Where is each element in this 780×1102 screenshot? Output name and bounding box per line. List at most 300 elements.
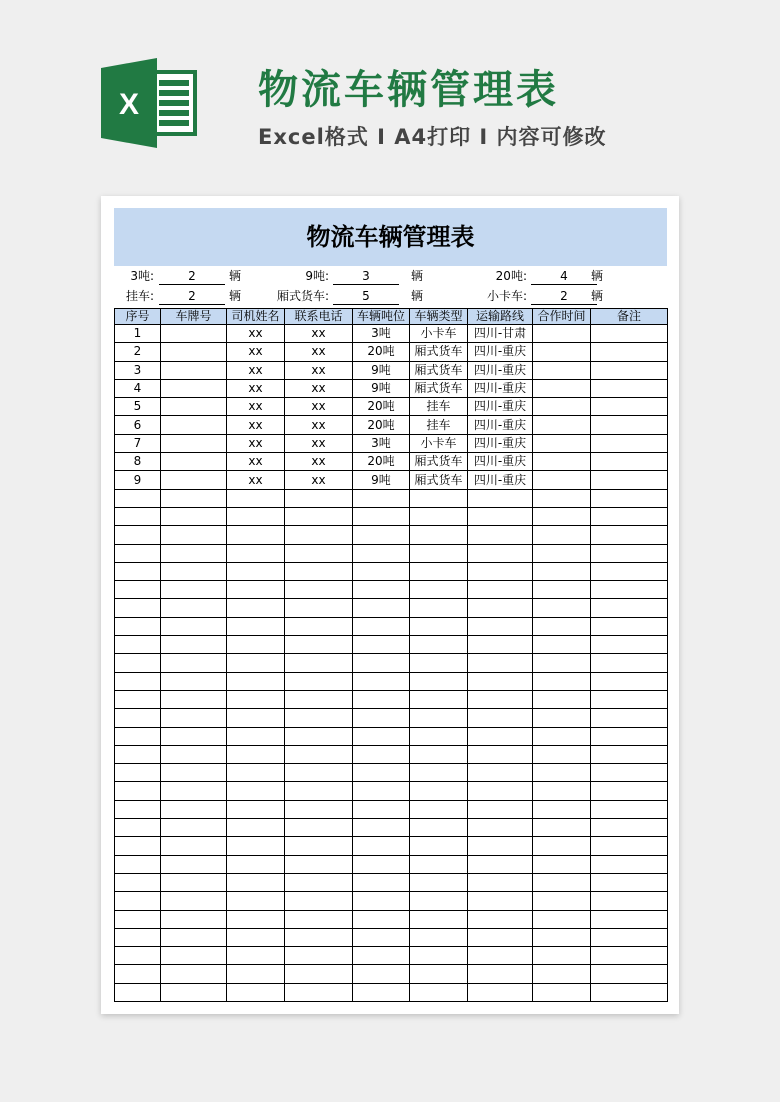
table-cell[interactable]	[227, 489, 285, 507]
table-cell[interactable]	[410, 764, 468, 782]
table-cell[interactable]	[410, 544, 468, 562]
table-cell[interactable]: xx	[227, 416, 285, 434]
table-cell[interactable]: 小卡车	[410, 325, 468, 343]
table-cell[interactable]	[227, 544, 285, 562]
table-cell[interactable]	[115, 599, 161, 617]
table-cell[interactable]	[161, 471, 227, 489]
table-cell[interactable]	[468, 727, 533, 745]
table-cell[interactable]	[227, 709, 285, 727]
table-cell[interactable]	[591, 782, 668, 800]
table-cell[interactable]	[115, 709, 161, 727]
table-cell[interactable]	[591, 507, 668, 525]
table-cell[interactable]	[591, 764, 668, 782]
table-cell[interactable]	[115, 654, 161, 672]
table-cell[interactable]: 四川-重庆	[468, 453, 533, 471]
table-cell[interactable]	[115, 782, 161, 800]
table-cell[interactable]	[533, 361, 591, 379]
table-cell[interactable]	[468, 819, 533, 837]
table-cell[interactable]	[591, 471, 668, 489]
table-cell[interactable]: xx	[285, 343, 353, 361]
table-cell[interactable]: 厢式货车	[410, 379, 468, 397]
table-cell[interactable]	[161, 928, 227, 946]
table-cell[interactable]	[161, 526, 227, 544]
table-cell[interactable]	[468, 873, 533, 891]
table-cell[interactable]	[591, 819, 668, 837]
table-cell[interactable]	[591, 361, 668, 379]
table-cell[interactable]	[161, 782, 227, 800]
table-cell[interactable]	[353, 855, 410, 873]
table-cell[interactable]	[161, 764, 227, 782]
table-cell[interactable]	[468, 690, 533, 708]
table-cell[interactable]: 挂车	[410, 416, 468, 434]
table-cell[interactable]	[161, 837, 227, 855]
table-cell[interactable]: 9	[115, 471, 161, 489]
table-cell[interactable]	[115, 690, 161, 708]
table-cell[interactable]	[468, 599, 533, 617]
table-cell[interactable]	[353, 672, 410, 690]
table-cell[interactable]	[591, 562, 668, 580]
table-cell[interactable]	[410, 947, 468, 965]
table-cell[interactable]	[353, 507, 410, 525]
table-cell[interactable]	[353, 709, 410, 727]
table-cell[interactable]	[353, 873, 410, 891]
table-cell[interactable]	[227, 526, 285, 544]
table-cell[interactable]: 9吨	[353, 379, 410, 397]
table-cell[interactable]	[410, 654, 468, 672]
table-cell[interactable]	[161, 562, 227, 580]
table-cell[interactable]	[591, 892, 668, 910]
table-cell[interactable]: 20吨	[353, 453, 410, 471]
table-cell[interactable]	[285, 690, 353, 708]
table-cell[interactable]	[353, 690, 410, 708]
table-cell[interactable]: 2	[115, 343, 161, 361]
table-cell[interactable]	[468, 965, 533, 983]
table-cell[interactable]: 20吨	[353, 398, 410, 416]
table-cell[interactable]	[533, 745, 591, 763]
table-cell[interactable]	[115, 965, 161, 983]
table-cell[interactable]	[533, 489, 591, 507]
table-cell[interactable]	[533, 928, 591, 946]
table-cell[interactable]	[533, 947, 591, 965]
table-cell[interactable]	[115, 800, 161, 818]
table-cell[interactable]	[353, 892, 410, 910]
table-cell[interactable]	[115, 544, 161, 562]
table-cell[interactable]	[353, 965, 410, 983]
table-cell[interactable]	[468, 581, 533, 599]
table-cell[interactable]	[533, 343, 591, 361]
table-cell[interactable]	[115, 928, 161, 946]
table-cell[interactable]	[161, 343, 227, 361]
table-cell[interactable]	[410, 892, 468, 910]
table-cell[interactable]	[353, 837, 410, 855]
table-cell[interactable]	[353, 617, 410, 635]
table-cell[interactable]	[161, 507, 227, 525]
table-cell[interactable]	[227, 983, 285, 1001]
table-cell[interactable]	[410, 910, 468, 928]
table-cell[interactable]	[115, 983, 161, 1001]
table-cell[interactable]	[533, 654, 591, 672]
table-cell[interactable]	[161, 965, 227, 983]
table-cell[interactable]	[410, 745, 468, 763]
table-cell[interactable]	[227, 965, 285, 983]
table-cell[interactable]	[285, 636, 353, 654]
table-cell[interactable]	[161, 983, 227, 1001]
table-cell[interactable]: 9吨	[353, 471, 410, 489]
table-cell[interactable]: 四川-重庆	[468, 361, 533, 379]
table-cell[interactable]	[533, 325, 591, 343]
table-cell[interactable]	[115, 819, 161, 837]
table-cell[interactable]	[115, 892, 161, 910]
table-cell[interactable]	[591, 489, 668, 507]
table-cell[interactable]	[115, 837, 161, 855]
table-cell[interactable]	[285, 764, 353, 782]
table-cell[interactable]	[591, 965, 668, 983]
table-cell[interactable]	[161, 727, 227, 745]
table-cell[interactable]: xx	[285, 379, 353, 397]
table-cell[interactable]	[533, 819, 591, 837]
table-cell[interactable]: 厢式货车	[410, 453, 468, 471]
table-cell[interactable]	[533, 983, 591, 1001]
table-cell[interactable]	[161, 544, 227, 562]
table-cell[interactable]	[161, 873, 227, 891]
table-cell[interactable]: xx	[285, 398, 353, 416]
table-cell[interactable]	[591, 873, 668, 891]
table-cell[interactable]	[227, 745, 285, 763]
table-cell[interactable]	[161, 599, 227, 617]
table-cell[interactable]	[227, 873, 285, 891]
table-cell[interactable]	[591, 910, 668, 928]
table-cell[interactable]	[533, 965, 591, 983]
table-cell[interactable]	[533, 837, 591, 855]
table-cell[interactable]	[410, 800, 468, 818]
table-cell[interactable]: 20吨	[353, 343, 410, 361]
table-cell[interactable]	[468, 892, 533, 910]
table-cell[interactable]	[533, 507, 591, 525]
table-cell[interactable]	[591, 581, 668, 599]
table-cell[interactable]	[591, 745, 668, 763]
table-cell[interactable]	[353, 983, 410, 1001]
table-cell[interactable]	[468, 910, 533, 928]
table-cell[interactable]	[161, 892, 227, 910]
table-cell[interactable]	[468, 562, 533, 580]
table-cell[interactable]: 厢式货车	[410, 471, 468, 489]
table-cell[interactable]	[161, 745, 227, 763]
table-cell[interactable]	[285, 544, 353, 562]
table-cell[interactable]	[227, 599, 285, 617]
table-cell[interactable]	[353, 947, 410, 965]
table-cell[interactable]	[227, 910, 285, 928]
table-cell[interactable]	[161, 636, 227, 654]
table-cell[interactable]	[227, 892, 285, 910]
table-cell[interactable]	[468, 764, 533, 782]
table-cell[interactable]	[161, 672, 227, 690]
table-cell[interactable]	[468, 672, 533, 690]
table-cell[interactable]: 5	[115, 398, 161, 416]
table-cell[interactable]	[285, 526, 353, 544]
table-cell[interactable]	[285, 782, 353, 800]
table-cell[interactable]	[533, 764, 591, 782]
table-cell[interactable]	[410, 526, 468, 544]
table-cell[interactable]	[533, 453, 591, 471]
table-cell[interactable]	[115, 562, 161, 580]
table-cell[interactable]	[353, 910, 410, 928]
table-cell[interactable]: 厢式货车	[410, 343, 468, 361]
table-cell[interactable]	[115, 489, 161, 507]
table-cell[interactable]	[161, 654, 227, 672]
table-cell[interactable]	[591, 617, 668, 635]
table-cell[interactable]	[353, 599, 410, 617]
table-cell[interactable]: 1	[115, 325, 161, 343]
table-cell[interactable]	[227, 617, 285, 635]
table-cell[interactable]	[161, 709, 227, 727]
table-cell[interactable]	[591, 800, 668, 818]
table-cell[interactable]	[285, 672, 353, 690]
table-cell[interactable]	[115, 581, 161, 599]
table-cell[interactable]	[468, 544, 533, 562]
table-cell[interactable]	[115, 617, 161, 635]
table-cell[interactable]: xx	[227, 343, 285, 361]
table-cell[interactable]	[115, 672, 161, 690]
table-cell[interactable]	[161, 325, 227, 343]
table-cell[interactable]	[591, 947, 668, 965]
table-cell[interactable]	[353, 819, 410, 837]
table-cell[interactable]	[227, 672, 285, 690]
table-cell[interactable]	[285, 745, 353, 763]
table-cell[interactable]: xx	[285, 416, 353, 434]
table-cell[interactable]	[227, 782, 285, 800]
table-cell[interactable]	[161, 617, 227, 635]
table-cell[interactable]	[285, 507, 353, 525]
table-cell[interactable]	[591, 709, 668, 727]
table-cell[interactable]: 四川-重庆	[468, 398, 533, 416]
table-cell[interactable]	[115, 727, 161, 745]
table-cell[interactable]	[591, 379, 668, 397]
table-cell[interactable]	[468, 855, 533, 873]
table-cell[interactable]	[468, 709, 533, 727]
table-cell[interactable]	[591, 453, 668, 471]
table-cell[interactable]	[353, 800, 410, 818]
table-cell[interactable]	[410, 782, 468, 800]
table-cell[interactable]	[285, 562, 353, 580]
table-cell[interactable]: xx	[227, 471, 285, 489]
table-cell[interactable]	[533, 910, 591, 928]
table-cell[interactable]	[591, 727, 668, 745]
table-cell[interactable]	[468, 636, 533, 654]
table-cell[interactable]: 8	[115, 453, 161, 471]
table-cell[interactable]	[227, 819, 285, 837]
table-cell[interactable]	[227, 562, 285, 580]
table-cell[interactable]: 3	[115, 361, 161, 379]
table-cell[interactable]	[353, 489, 410, 507]
table-cell[interactable]	[591, 672, 668, 690]
table-cell[interactable]: xx	[285, 471, 353, 489]
table-cell[interactable]: 四川-重庆	[468, 471, 533, 489]
table-cell[interactable]	[410, 690, 468, 708]
table-cell[interactable]	[353, 581, 410, 599]
table-cell[interactable]	[115, 526, 161, 544]
table-cell[interactable]	[285, 910, 353, 928]
table-cell[interactable]	[533, 398, 591, 416]
table-cell[interactable]	[533, 434, 591, 452]
table-cell[interactable]	[410, 562, 468, 580]
table-cell[interactable]	[533, 873, 591, 891]
table-cell[interactable]	[533, 690, 591, 708]
table-cell[interactable]	[161, 434, 227, 452]
table-cell[interactable]	[533, 672, 591, 690]
table-cell[interactable]: xx	[227, 434, 285, 452]
table-cell[interactable]	[227, 581, 285, 599]
table-cell[interactable]	[227, 837, 285, 855]
table-cell[interactable]	[115, 947, 161, 965]
table-cell[interactable]	[353, 654, 410, 672]
table-cell[interactable]: 四川-甘肃	[468, 325, 533, 343]
table-cell[interactable]	[410, 709, 468, 727]
table-cell[interactable]	[591, 416, 668, 434]
table-cell[interactable]	[533, 709, 591, 727]
table-cell[interactable]	[353, 782, 410, 800]
table-cell[interactable]: 6	[115, 416, 161, 434]
table-cell[interactable]	[353, 745, 410, 763]
table-cell[interactable]: xx	[285, 434, 353, 452]
table-cell[interactable]	[410, 599, 468, 617]
table-cell[interactable]: xx	[227, 453, 285, 471]
table-cell[interactable]	[161, 819, 227, 837]
table-cell[interactable]	[285, 892, 353, 910]
table-cell[interactable]: 四川-重庆	[468, 434, 533, 452]
table-cell[interactable]	[161, 690, 227, 708]
table-cell[interactable]	[591, 343, 668, 361]
table-cell[interactable]: xx	[285, 361, 353, 379]
table-cell[interactable]	[533, 855, 591, 873]
table-cell[interactable]: 厢式货车	[410, 361, 468, 379]
table-cell[interactable]	[591, 690, 668, 708]
table-cell[interactable]	[161, 416, 227, 434]
table-cell[interactable]	[591, 325, 668, 343]
table-cell[interactable]	[410, 489, 468, 507]
table-cell[interactable]	[591, 398, 668, 416]
table-cell[interactable]	[285, 837, 353, 855]
table-cell[interactable]: xx	[227, 325, 285, 343]
table-cell[interactable]	[353, 764, 410, 782]
table-cell[interactable]	[115, 745, 161, 763]
table-cell[interactable]	[285, 965, 353, 983]
table-cell[interactable]	[353, 636, 410, 654]
table-cell[interactable]	[468, 489, 533, 507]
table-cell[interactable]	[115, 636, 161, 654]
table-cell[interactable]: 7	[115, 434, 161, 452]
table-cell[interactable]	[591, 983, 668, 1001]
table-cell[interactable]	[161, 855, 227, 873]
table-cell[interactable]	[285, 983, 353, 1001]
table-cell[interactable]	[115, 910, 161, 928]
table-cell[interactable]: 20吨	[353, 416, 410, 434]
table-cell[interactable]	[285, 873, 353, 891]
table-cell[interactable]	[591, 434, 668, 452]
table-cell[interactable]	[353, 526, 410, 544]
table-cell[interactable]	[285, 727, 353, 745]
table-cell[interactable]	[591, 599, 668, 617]
table-cell[interactable]	[410, 928, 468, 946]
table-cell[interactable]: 四川-重庆	[468, 379, 533, 397]
table-cell[interactable]	[410, 855, 468, 873]
table-cell[interactable]	[285, 581, 353, 599]
table-cell[interactable]	[533, 581, 591, 599]
table-cell[interactable]	[285, 599, 353, 617]
table-cell[interactable]: xx	[227, 398, 285, 416]
table-cell[interactable]	[591, 544, 668, 562]
table-cell[interactable]	[115, 873, 161, 891]
table-cell[interactable]	[468, 928, 533, 946]
table-cell[interactable]: 4	[115, 379, 161, 397]
table-cell[interactable]: 9吨	[353, 361, 410, 379]
table-cell[interactable]	[591, 928, 668, 946]
table-cell[interactable]	[410, 727, 468, 745]
table-cell[interactable]	[410, 873, 468, 891]
table-cell[interactable]	[285, 800, 353, 818]
table-cell[interactable]	[410, 837, 468, 855]
table-cell[interactable]	[533, 892, 591, 910]
table-cell[interactable]	[410, 983, 468, 1001]
table-cell[interactable]	[161, 489, 227, 507]
table-cell[interactable]	[533, 727, 591, 745]
table-cell[interactable]	[533, 526, 591, 544]
table-cell[interactable]	[533, 562, 591, 580]
table-cell[interactable]: xx	[285, 453, 353, 471]
table-cell[interactable]: 3吨	[353, 434, 410, 452]
table-cell[interactable]	[227, 947, 285, 965]
table-cell[interactable]	[227, 654, 285, 672]
table-cell[interactable]	[115, 855, 161, 873]
table-cell[interactable]	[353, 928, 410, 946]
table-cell[interactable]	[591, 526, 668, 544]
table-cell[interactable]	[161, 581, 227, 599]
table-cell[interactable]: 四川-重庆	[468, 343, 533, 361]
table-cell[interactable]	[115, 764, 161, 782]
table-cell[interactable]	[285, 489, 353, 507]
table-cell[interactable]	[468, 800, 533, 818]
table-cell[interactable]	[410, 819, 468, 837]
table-cell[interactable]	[353, 727, 410, 745]
table-cell[interactable]	[591, 636, 668, 654]
table-cell[interactable]	[161, 398, 227, 416]
table-cell[interactable]	[468, 947, 533, 965]
table-cell[interactable]	[161, 361, 227, 379]
table-cell[interactable]	[468, 782, 533, 800]
table-cell[interactable]: 3吨	[353, 325, 410, 343]
table-cell[interactable]	[533, 416, 591, 434]
table-cell[interactable]	[533, 800, 591, 818]
table-cell[interactable]	[410, 636, 468, 654]
table-cell[interactable]	[468, 837, 533, 855]
table-cell[interactable]	[227, 507, 285, 525]
table-cell[interactable]	[591, 837, 668, 855]
table-cell[interactable]	[353, 562, 410, 580]
table-cell[interactable]: xx	[285, 325, 353, 343]
table-cell[interactable]	[533, 471, 591, 489]
table-cell[interactable]	[285, 654, 353, 672]
table-cell[interactable]	[161, 910, 227, 928]
table-cell[interactable]	[468, 617, 533, 635]
table-cell[interactable]	[227, 764, 285, 782]
table-cell[interactable]	[285, 855, 353, 873]
table-cell[interactable]	[533, 636, 591, 654]
table-cell[interactable]	[285, 819, 353, 837]
table-cell[interactable]: 挂车	[410, 398, 468, 416]
table-cell[interactable]	[285, 709, 353, 727]
table-cell[interactable]	[227, 800, 285, 818]
table-cell[interactable]: xx	[227, 361, 285, 379]
table-cell[interactable]	[468, 745, 533, 763]
